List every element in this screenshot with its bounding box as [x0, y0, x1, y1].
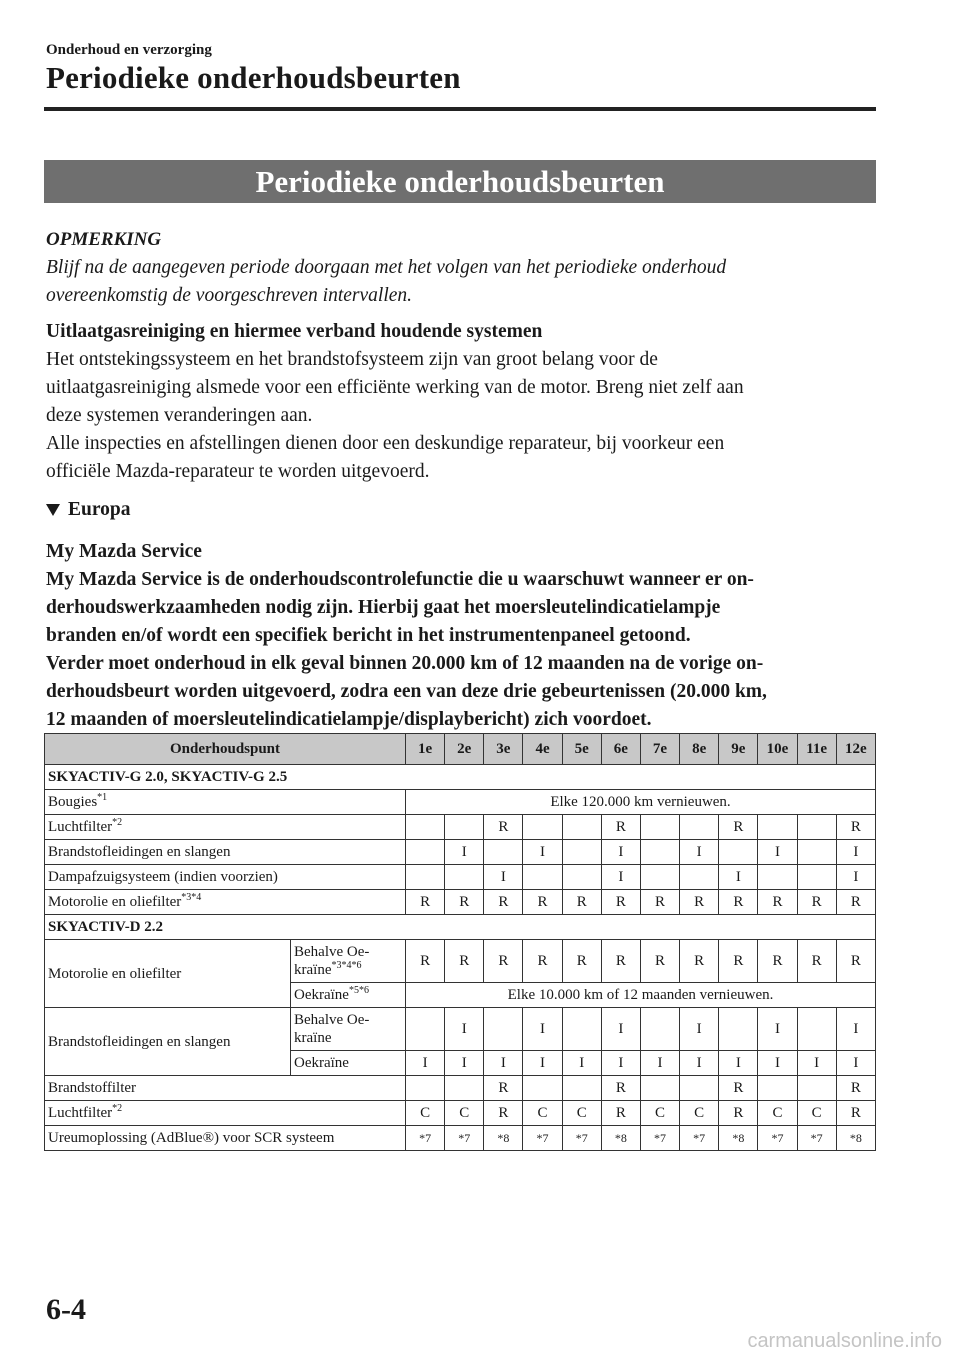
note-line: overeenkomstig de voorgeschreven intervallen.: [46, 285, 413, 306]
row-note: Elke 10.000 km of 12 maanden vernieuwen.: [406, 983, 876, 1008]
schedule-cell: R: [836, 890, 875, 915]
schedule-cell: [640, 1008, 679, 1051]
schedule-cell: [758, 1076, 797, 1101]
schedule-cell: R: [601, 940, 640, 983]
header-cell: 10e: [758, 734, 797, 765]
text-line: derhoudsbeurt worden uitgevoerd, zodra een van deze drie gebeurtenissen (20.000 km,: [46, 681, 767, 702]
schedule-cell: C: [758, 1101, 797, 1126]
text-line: branden en/of wordt een specifiek bericht in het instrumentenpaneel getoond.: [46, 625, 691, 646]
schedule-cell: *7: [445, 1126, 484, 1151]
schedule-cell: R: [601, 815, 640, 840]
text-line: Verder moet onderhoud in elk geval binnen 20.000 km of 12 maanden na de vorige on-: [46, 653, 764, 674]
schedule-cell: I: [601, 1008, 640, 1051]
note-line: Blijf na de aangegeven periode doorgaan met het volgen van het periodieke onderhoud: [46, 257, 727, 278]
note-text: [46, 254, 878, 310]
maintenance-schedule-table: [44, 733, 876, 1151]
schedule-cell: I: [758, 1008, 797, 1051]
schedule-cell: C: [680, 1101, 719, 1126]
schedule-cell: I: [445, 840, 484, 865]
text-line: officiële Mazda-reparateur te worden uitgevoerd.: [46, 461, 430, 482]
schedule-cell: R: [836, 940, 875, 983]
row-label-text: Luchtfilter: [48, 1105, 113, 1121]
schedule-cell: [797, 1076, 836, 1101]
schedule-cell: C: [562, 1101, 601, 1126]
sublabel-line: Behalve Oe-: [294, 944, 370, 960]
header-cell: 1e: [406, 734, 445, 765]
schedule-cell: R: [719, 815, 758, 840]
schedule-cell: I: [406, 1051, 445, 1076]
header-cell: 5e: [562, 734, 601, 765]
table-row: [45, 940, 876, 983]
schedule-cell: [484, 1008, 523, 1051]
schedule-cell: R: [484, 815, 523, 840]
footnote-ref: *2: [112, 1103, 123, 1114]
service-text: [46, 538, 878, 734]
row-label: Brandstofleidingen en slangen: [45, 1008, 291, 1076]
table-header-row: [45, 734, 876, 765]
schedule-cell: R: [836, 1101, 875, 1126]
schedule-cell: R: [758, 940, 797, 983]
schedule-cell: R: [836, 1076, 875, 1101]
schedule-cell: I: [523, 1008, 562, 1051]
schedule-cell: I: [719, 865, 758, 890]
schedule-cell: [640, 865, 679, 890]
schedule-cell: *8: [484, 1126, 523, 1151]
text-line: Alle inspecties en afstellingen dienen door een deskundige reparateur, bij voorkeur een: [46, 433, 725, 454]
table-section-row: [45, 765, 876, 790]
schedule-cell: [719, 1008, 758, 1051]
watermark: carmanualsonline.info: [747, 1330, 942, 1352]
schedule-cell: R: [797, 890, 836, 915]
row-label-text: Luchtfilter: [48, 819, 113, 835]
schedule-cell: I: [680, 1051, 719, 1076]
page-title: Periodieke onderhoudsbeurten: [46, 60, 461, 95]
schedule-cell: R: [719, 1076, 758, 1101]
row-sublabel: [291, 983, 406, 1008]
sublabel-line: kraïne: [294, 962, 332, 978]
schedule-cell: I: [719, 1051, 758, 1076]
schedule-cell: [562, 865, 601, 890]
emission-heading: Uitlaatgasreiniging en hiermee verband houdende systemen: [46, 321, 543, 342]
table-section-row: [45, 915, 876, 940]
schedule-cell: R: [484, 940, 523, 983]
schedule-cell: I: [680, 1008, 719, 1051]
header-cell: 4e: [523, 734, 562, 765]
schedule-cell: R: [484, 1076, 523, 1101]
schedule-cell: [719, 840, 758, 865]
schedule-cell: I: [601, 1051, 640, 1076]
row-label: Dampafzuigsysteem (indien voorzien): [45, 865, 406, 890]
footnote-ref: *2: [112, 817, 123, 828]
schedule-cell: R: [484, 890, 523, 915]
footnote-ref: *1: [97, 792, 108, 803]
table-row: [45, 815, 876, 840]
schedule-cell: I: [836, 1008, 875, 1051]
schedule-cell: C: [406, 1101, 445, 1126]
schedule-cell: R: [601, 890, 640, 915]
schedule-cell: R: [758, 890, 797, 915]
page-content: [46, 226, 878, 734]
schedule-cell: [797, 1008, 836, 1051]
schedule-cell: [523, 815, 562, 840]
text-line: Het ontstekingssysteem en het brandstofsysteem zijn van groot belang voor de: [46, 349, 658, 370]
schedule-cell: I: [758, 840, 797, 865]
schedule-cell: C: [445, 1101, 484, 1126]
sublabel-line: Behalve Oe-: [294, 1012, 370, 1028]
footnote-ref: *3*4: [181, 892, 202, 903]
row-label-text: Bougies: [48, 794, 98, 810]
text-line: uitlaatgasreiniging alsmede voor een efficiënte werking van de motor. Breng niet zelf aan: [46, 377, 744, 398]
schedule-cell: *8: [601, 1126, 640, 1151]
schedule-cell: R: [523, 890, 562, 915]
table-row: [45, 890, 876, 915]
row-label: Motorolie en oliefilter: [45, 940, 291, 1008]
schedule-cell: R: [719, 890, 758, 915]
schedule-cell: [523, 865, 562, 890]
schedule-cell: [562, 1076, 601, 1101]
schedule-cell: R: [484, 1101, 523, 1126]
schedule-cell: I: [680, 840, 719, 865]
schedule-cell: C: [523, 1101, 562, 1126]
schedule-cell: [445, 1076, 484, 1101]
schedule-cell: [406, 815, 445, 840]
row-label: [45, 790, 406, 815]
schedule-cell: R: [406, 940, 445, 983]
schedule-cell: *8: [719, 1126, 758, 1151]
schedule-cell: [640, 1076, 679, 1101]
header-cell: 2e: [445, 734, 484, 765]
region-heading: [46, 496, 878, 524]
header-divider: [44, 107, 876, 111]
row-sublabel: Oekraïne: [291, 1051, 406, 1076]
schedule-cell: R: [601, 1101, 640, 1126]
schedule-cell: [406, 1008, 445, 1051]
schedule-cell: I: [797, 1051, 836, 1076]
schedule-cell: I: [836, 840, 875, 865]
section-label: SKYACTIV-D 2.2: [45, 915, 876, 940]
schedule-cell: [797, 815, 836, 840]
schedule-cell: [445, 815, 484, 840]
row-label: Brandstoffilter: [45, 1076, 406, 1101]
schedule-cell: I: [836, 1051, 875, 1076]
schedule-cell: R: [680, 890, 719, 915]
header-cell: 9e: [719, 734, 758, 765]
schedule-cell: [523, 1076, 562, 1101]
schedule-cell: *7: [640, 1126, 679, 1151]
schedule-cell: I: [601, 865, 640, 890]
schedule-cell: R: [562, 890, 601, 915]
note-title: OPMERKING: [46, 229, 162, 250]
schedule-cell: I: [484, 865, 523, 890]
schedule-cell: *7: [523, 1126, 562, 1151]
header-cell: 11e: [797, 734, 836, 765]
schedule-cell: [680, 865, 719, 890]
schedule-cell: I: [640, 1051, 679, 1076]
schedule-cell: [797, 840, 836, 865]
schedule-cell: [562, 1008, 601, 1051]
schedule-cell: R: [640, 890, 679, 915]
schedule-cell: *8: [836, 1126, 875, 1151]
row-label-text: Motorolie en oliefilter: [48, 894, 182, 910]
schedule-cell: C: [640, 1101, 679, 1126]
table-row: [45, 1076, 876, 1101]
schedule-cell: [758, 815, 797, 840]
schedule-cell: R: [719, 940, 758, 983]
section-banner: Periodieke onderhoudsbeurten: [44, 160, 876, 203]
footnote-ref: *3*4*6: [331, 960, 362, 971]
row-label: Brandstofleidingen en slangen: [45, 840, 406, 865]
schedule-cell: [680, 1076, 719, 1101]
schedule-cell: R: [445, 890, 484, 915]
schedule-cell: I: [484, 1051, 523, 1076]
header-cell: Onderhoudspunt: [45, 734, 406, 765]
row-label: Ureumoplossing (AdBlue®) voor SCR systeem: [45, 1126, 406, 1151]
schedule-cell: R: [562, 940, 601, 983]
schedule-cell: [484, 840, 523, 865]
schedule-cell: [406, 865, 445, 890]
text-line: derhoudswerkzaamheden nodig zijn. Hierbij gaat het moersleutelindicatielampje: [46, 597, 721, 618]
row-note: Elke 120.000 km vernieuwen.: [406, 790, 876, 815]
schedule-cell: [797, 865, 836, 890]
footnote-ref: *5*6: [348, 985, 369, 996]
schedule-cell: R: [601, 1076, 640, 1101]
schedule-cell: R: [523, 940, 562, 983]
schedule-cell: R: [680, 940, 719, 983]
schedule-cell: I: [523, 1051, 562, 1076]
emission-text: [46, 346, 878, 486]
sublabel-line: kraïne: [294, 1030, 332, 1046]
schedule-cell: [758, 865, 797, 890]
text-line: My Mazda Service: [46, 541, 202, 562]
schedule-cell: *7: [562, 1126, 601, 1151]
header-cell: 12e: [836, 734, 875, 765]
schedule-cell: *7: [758, 1126, 797, 1151]
triangle-down-icon: [46, 504, 60, 516]
schedule-cell: [562, 840, 601, 865]
page-number: 6-4: [46, 1293, 86, 1326]
text-line: 12 maanden of moersleutelindicatielampje/displaybericht) zich voordoet.: [46, 709, 652, 730]
schedule-cell: I: [445, 1051, 484, 1076]
schedule-cell: *7: [797, 1126, 836, 1151]
schedule-cell: [562, 815, 601, 840]
schedule-cell: [406, 840, 445, 865]
schedule-cell: [445, 865, 484, 890]
header-cell: 8e: [680, 734, 719, 765]
schedule-cell: R: [640, 940, 679, 983]
schedule-cell: I: [601, 840, 640, 865]
table-row: [45, 865, 876, 890]
schedule-cell: [640, 840, 679, 865]
schedule-cell: R: [445, 940, 484, 983]
schedule-cell: R: [406, 890, 445, 915]
section-label: Onderhoud en verzorging: [46, 42, 212, 58]
table-row: [45, 790, 876, 815]
schedule-cell: *7: [680, 1126, 719, 1151]
schedule-cell: R: [719, 1101, 758, 1126]
schedule-cell: [640, 815, 679, 840]
table-row: [45, 1126, 876, 1151]
table-row: [45, 1101, 876, 1126]
schedule-cell: I: [562, 1051, 601, 1076]
schedule-cell: *7: [406, 1126, 445, 1151]
text-line: My Mazda Service is de onderhoudscontrolefunctie die u waarschuwt wanneer er on-: [46, 569, 754, 590]
sublabel-text: Oekraïne: [294, 987, 349, 1003]
row-label: [45, 890, 406, 915]
schedule-cell: [680, 815, 719, 840]
table-row: [45, 840, 876, 865]
text-line: deze systemen veranderingen aan.: [46, 405, 313, 426]
schedule-cell: I: [836, 865, 875, 890]
section-label: SKYACTIV-G 2.0, SKYACTIV-G 2.5: [45, 765, 876, 790]
schedule-cell: C: [797, 1101, 836, 1126]
region-label: Europa: [68, 499, 131, 520]
row-label: [45, 1101, 406, 1126]
schedule-cell: I: [758, 1051, 797, 1076]
schedule-cell: R: [797, 940, 836, 983]
header-cell: 6e: [601, 734, 640, 765]
schedule-cell: [406, 1076, 445, 1101]
row-sublabel: [291, 940, 406, 983]
schedule-cell: I: [445, 1008, 484, 1051]
row-sublabel: [291, 1008, 406, 1051]
header-cell: 7e: [640, 734, 679, 765]
row-label: [45, 815, 406, 840]
schedule-cell: I: [523, 840, 562, 865]
header-cell: 3e: [484, 734, 523, 765]
schedule-cell: R: [836, 815, 875, 840]
table-row: [45, 1008, 876, 1051]
